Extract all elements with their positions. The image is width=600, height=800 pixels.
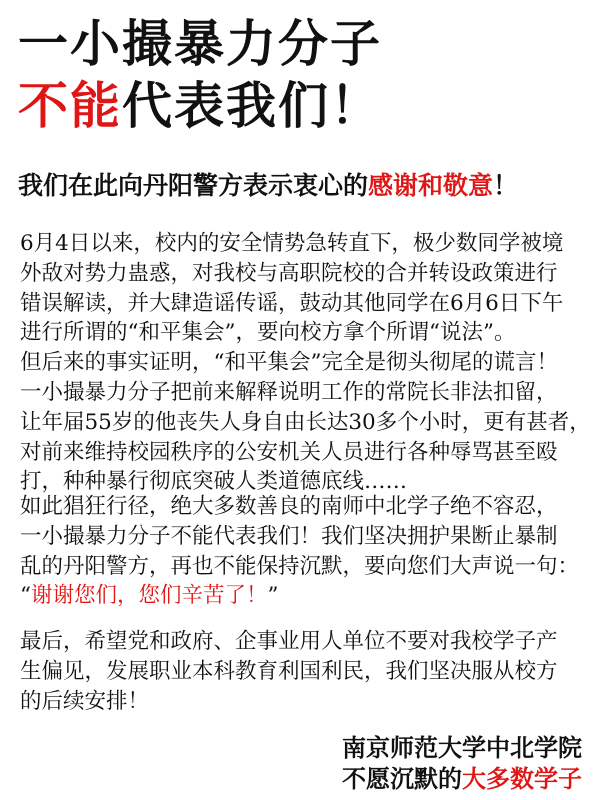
quote-open: “ bbox=[20, 583, 31, 609]
paragraph-line: 让年届55岁的他丧失人身自由长达30多个小时，更有甚者， bbox=[20, 409, 591, 435]
paragraph-line: 乱的丹阳警方，再也不能保持沉默，要向您们大声说一句： bbox=[20, 553, 580, 579]
subtitle-red-text: 感谢和敬意 bbox=[368, 171, 494, 200]
quote-close: ” bbox=[267, 583, 279, 609]
paragraph-2 bbox=[20, 492, 579, 611]
paragraph-line: 外敌对势力蛊惑，对我校与高职院校的合并转设政策进行 bbox=[20, 260, 558, 286]
paragraph-line: 打，种种暴行彻底突破人类道德底线…… bbox=[20, 469, 408, 495]
quote-line bbox=[20, 581, 579, 611]
headline-line1: 一小撮暴力分子 bbox=[18, 14, 382, 73]
subtitle bbox=[18, 166, 518, 202]
paragraph-line: 生偏见，发展职业本科教育利国利民，我们坚决服从校方 bbox=[20, 658, 558, 684]
paragraph-line: 一小撮暴力分子把前来解释说明工作的常院长非法扣留， bbox=[20, 379, 558, 405]
headline-red-text: 不能 bbox=[18, 76, 122, 135]
paragraph-line: 对前来维持校园秩序的公安机关人员进行各种辱骂甚至殴 bbox=[20, 439, 558, 465]
subtitle-end: ！ bbox=[493, 171, 519, 200]
paragraph-line: 一小撮暴力分子不能代表我们！我们坚决拥护果断止暴制 bbox=[20, 523, 558, 549]
signature-black-text: 不愿沉默的 bbox=[342, 764, 462, 793]
signature-red-text: 大多数学子 bbox=[462, 764, 582, 793]
paragraph-line: 错误解读，并大肆造谣传谣，鼓动其他同学在6月6日下午 bbox=[20, 290, 564, 316]
headline-line2 bbox=[18, 76, 382, 136]
paragraph-3 bbox=[20, 627, 558, 716]
paragraph-line: 6月4日以来，校内的安全情势急转直下，极少数同学被境 bbox=[20, 231, 564, 256]
subtitle-text: 我们在此向丹阳警方表示衷心的 bbox=[18, 171, 369, 200]
paragraph-line: 最后，希望党和政府、企事业用人单位不要对我校学子产 bbox=[20, 629, 558, 654]
signature bbox=[342, 732, 582, 794]
paragraph-1 bbox=[20, 229, 591, 497]
paragraph-line: 的后续安排！ bbox=[20, 688, 150, 714]
paragraph-line: 如此猖狂行径，绝大多数善良的南师中北学子绝不容忍， bbox=[20, 494, 558, 519]
signature-line2 bbox=[342, 763, 582, 794]
paragraph-line: 但后来的事实证明，“和平集会”完全是彻头彻尾的谎言！ bbox=[20, 350, 558, 376]
quote-red-text: 谢谢您们，您们辛苦了！ bbox=[31, 583, 268, 609]
headline-rest-text: 代表我们！ bbox=[122, 76, 382, 135]
paragraph-line: 进行所谓的“和平集会”，要向校方拿个所谓“说法”。 bbox=[20, 320, 516, 346]
signature-line1: 南京师范大学中北学院 bbox=[342, 733, 582, 762]
